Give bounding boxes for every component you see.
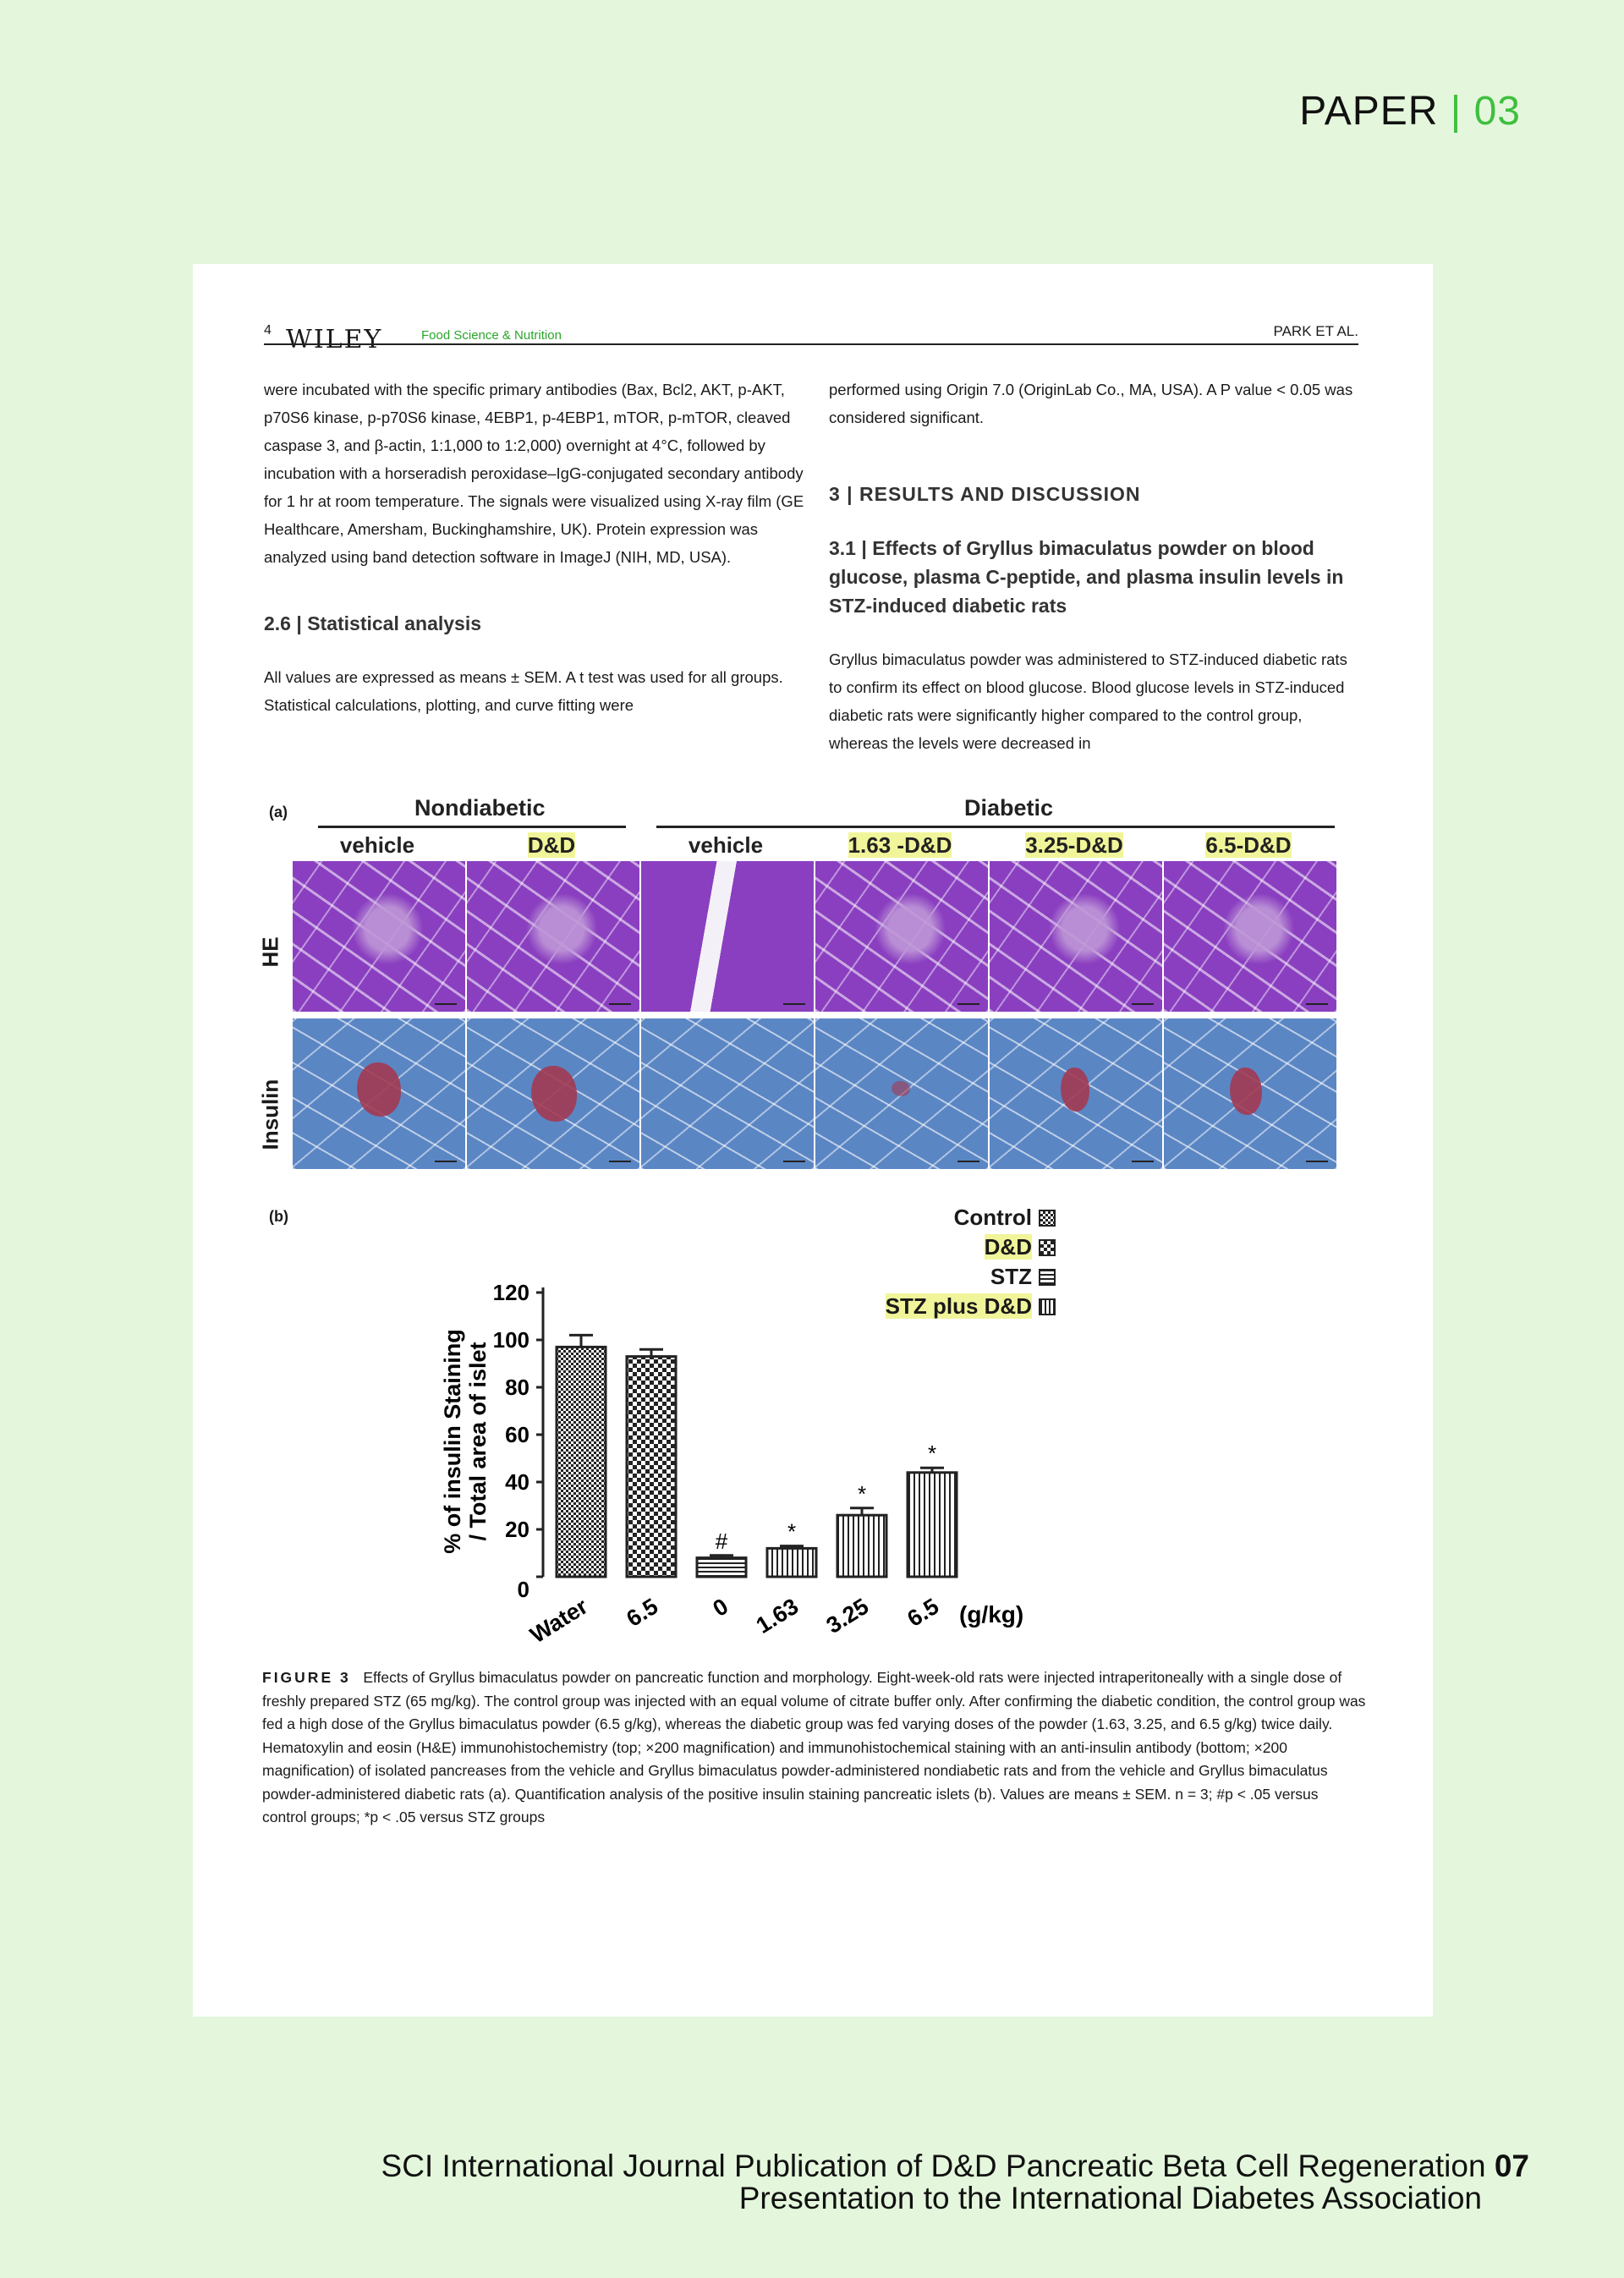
bar xyxy=(627,1357,676,1577)
column-label-65-dd: 6.5-D&D xyxy=(1205,832,1292,858)
y-tick-label: 120 xyxy=(492,1280,529,1305)
insulin-staining-bar-chart xyxy=(193,264,1433,1660)
row-label-insulin: Insulin xyxy=(257,1079,283,1150)
subsection-heading: 3.1 | Effects of Gryllus bimaculatus powder on blood glucose, plasma C-peptide, and plasma insulin levels in STZ-induced diabetic rats xyxy=(829,537,1344,617)
y-tick-label: 60 xyxy=(505,1422,529,1447)
column-label-325-dd: 3.25-D&D xyxy=(1025,832,1123,858)
bar xyxy=(557,1347,606,1577)
x-tick-label: 6.5 xyxy=(622,1593,663,1632)
legend-label-control: Control xyxy=(953,1205,1032,1230)
significance-mark: # xyxy=(715,1528,728,1554)
legend-label-stz-plus-dd: STZ plus D&D xyxy=(885,1293,1032,1319)
figure-caption xyxy=(262,1666,1366,1830)
y-tick-label: 100 xyxy=(492,1327,529,1353)
significance-mark: * xyxy=(857,1480,867,1507)
group-label-diabetic: Diabetic xyxy=(964,795,1054,821)
page-header xyxy=(1299,88,1521,134)
figure-caption-label: FIGURE 3 xyxy=(262,1669,351,1686)
paper-sheet xyxy=(193,264,1433,2017)
y-tick-label: 40 xyxy=(505,1469,529,1495)
article-page-number: 4 xyxy=(264,323,272,338)
x-tick-label: 1.63 xyxy=(751,1593,804,1639)
y-axis-label-line1: % of insulin Staining xyxy=(440,1329,465,1554)
legend-label-stz: STZ xyxy=(990,1264,1032,1289)
running-head: PARK ET AL. xyxy=(1273,323,1358,339)
body-paragraph: Gryllus bimaculatus powder was administered to STZ-induced diabetic rats to confirm its effect on blood glucose. Blood glucose levels in STZ-induced diabetic rats were significantly higher compared to the control group, whereas the levels were decreased in xyxy=(829,650,1347,752)
footer-line2: Presentation to the International Diabetes Association xyxy=(738,2181,1482,2215)
x-tick-label: 3.25 xyxy=(821,1593,874,1639)
bar xyxy=(697,1558,746,1577)
row-label-he: HE xyxy=(257,936,283,968)
x-tick-label: 0 xyxy=(708,1593,733,1622)
column-label-163-dd: 1.63 -D&D xyxy=(848,832,952,858)
journal-name: Food Science & Nutrition xyxy=(421,328,562,343)
section-heading: 3 | RESULTS AND DISCUSSION xyxy=(829,483,1141,505)
header-word: PAPER xyxy=(1299,89,1439,134)
y-tick-label: 0 xyxy=(517,1577,529,1602)
figure-caption-text: Effects of Gryllus bimaculatus powder on pancreatic function and morphology. Eight-week-old rats were injected intraperitoneally with a single dose of freshly prepared STZ (65 mg/kg). The control group was injected with an equal volume of citrate buffer only. After confirming the diabetic condition, the control group was fed a high dose of the Gryllus bimaculatus powder (6.5 g/kg), whereas the diabetic group was fed varying doses of the powder (1.63, 3.25, and 6.5 g/kg) twice daily. Hematoxylin and eosin (H&E) immunohistochemistry (top; ×200 magnification) and immunohistochemical staining with an anti-insulin antibody (bottom; ×200 magnification) of isolated pancreases from the vehicle and Gryllus bimaculatus powder-administered nondiabetic rats and from the vehicle and Gryllus bimaculatus powder-administered diabetic rats (a). Quantification analysis of the positive insulin staining pancreatic islets (b). Values are means ± SEM. n = 3; #p < .05 versus control groups; *p < .05 versus STZ groups xyxy=(262,1669,1366,1825)
section-heading: 2.6 | Statistical analysis xyxy=(264,612,482,634)
y-axis-label-line2: / Total area of islet xyxy=(465,1342,491,1541)
panel-b-label: (b) xyxy=(269,1208,288,1225)
body-paragraph: were incubated with the specific primary antibodies (Bax, Bcl2, AKT, p-AKT, p70S6 kinase, p-p70S6 kinase, 4EBP1, p-4EBP1, mTOR, p-mTOR, cleaved caspase 3, and β-actin, 1:1,000 to 1:2,000) overnight at 4°C, followed by incubation with a horseradish peroxidase–IgG-conjugated secondary antibody for 1 hr at room temperature. The signals were visualized using X-ray film (GE Healthcare, Amersham, Buckinghamshire, UK). Protein expression was analyzed using band detection software in ImageJ (NIH, MD, USA). xyxy=(264,381,804,566)
bar xyxy=(837,1515,886,1577)
y-tick-label: 20 xyxy=(505,1517,529,1542)
x-tick-label: 6.5 xyxy=(903,1593,944,1632)
footer-line1: SCI International Journal Publication of D&D Pancreatic Beta Cell Regeneration xyxy=(381,2149,1486,2183)
body-paragraph: performed using Origin 7.0 (OriginLab Co., MA, USA). A P value < 0.05 was considered significant. xyxy=(829,381,1353,426)
group-label-nondiabetic: Nondiabetic xyxy=(414,795,546,821)
column-label-vehicle: vehicle xyxy=(339,832,415,858)
header-separator: | xyxy=(1450,89,1462,134)
column-label-dd: D&D xyxy=(527,832,576,858)
x-axis-unit: (g/kg) xyxy=(959,1601,1024,1628)
significance-mark: * xyxy=(787,1518,797,1545)
page-footer xyxy=(381,2150,1529,2215)
significance-mark: * xyxy=(927,1441,937,1467)
publisher-logo: WILEY xyxy=(286,325,383,354)
header-number: 03 xyxy=(1473,89,1521,134)
column-label-vehicle-diabetic: vehicle xyxy=(688,832,764,858)
footer-page-number: 07 xyxy=(1494,2149,1529,2183)
body-paragraph: All values are expressed as means ± SEM. A t test was used for all groups. Statistical calculations, plotting, and curve fitting were xyxy=(264,668,783,714)
x-tick-label: Water xyxy=(525,1593,593,1649)
legend-label-dd: D&D xyxy=(984,1234,1032,1260)
bar xyxy=(767,1548,816,1577)
bar xyxy=(908,1473,957,1577)
y-tick-label: 80 xyxy=(505,1375,529,1400)
panel-a-label: (a) xyxy=(269,804,288,821)
